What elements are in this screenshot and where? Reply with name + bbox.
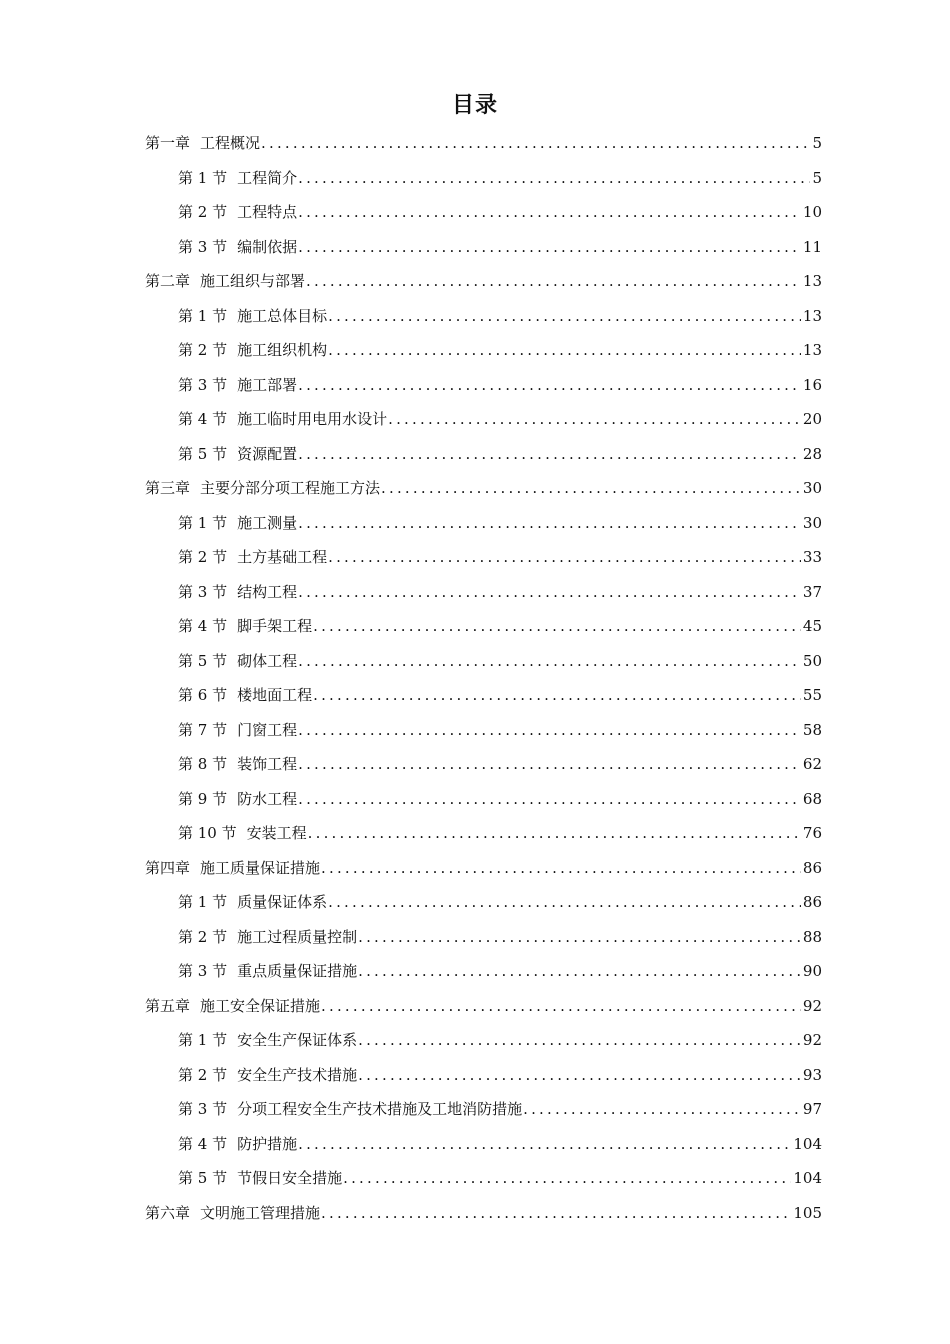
toc-entry-title: 砌体工程 (237, 651, 298, 670)
toc-list (145, 126, 822, 1230)
toc-entry-title: 文明施工管理措施 (200, 1203, 321, 1222)
toc-section-entry[interactable] (145, 575, 822, 610)
toc-entry-number: 第五章 (145, 996, 191, 1015)
toc-entry-number: 第 10 节 (178, 824, 237, 842)
toc-entry-number: 第 1 节 (178, 168, 228, 187)
toc-entry-number: 第 9 节 (178, 789, 228, 808)
dot-leader (308, 816, 801, 851)
toc-section-entry[interactable] (145, 402, 822, 437)
toc-entry-number: 第 5 节 (178, 444, 228, 463)
toc-section-entry[interactable] (145, 1161, 822, 1196)
toc-chapter-entry[interactable] (145, 471, 822, 506)
toc-entry-number: 第四章 (145, 858, 191, 877)
toc-entry-number: 第 2 节 (178, 548, 228, 566)
toc-chapter-entry[interactable] (145, 1196, 822, 1231)
toc-entry-title: 脚手架工程 (237, 617, 313, 635)
dot-leader (321, 1196, 791, 1231)
toc-entry-title: 主要分部分项工程施工方法 (200, 479, 381, 497)
dot-leader (298, 782, 801, 817)
dot-leader (321, 989, 801, 1024)
toc-entry-number: 第六章 (145, 1203, 191, 1222)
toc-section-entry[interactable] (145, 1127, 822, 1162)
toc-page-number: 86 (802, 893, 822, 911)
toc-section-entry[interactable] (145, 954, 822, 989)
toc-page-number: 30 (802, 479, 822, 497)
toc-entry-title: 施工部署 (237, 375, 298, 394)
toc-page-number: 30 (802, 513, 822, 532)
toc-section-entry[interactable] (145, 1023, 822, 1058)
toc-entry-title: 施工过程质量控制 (237, 927, 358, 946)
toc-page-number: 104 (793, 1134, 822, 1153)
toc-section-entry[interactable] (145, 195, 822, 230)
dot-leader (298, 506, 801, 541)
toc-entry-title: 安全生产技术措施 (237, 1065, 358, 1084)
toc-entry-number: 第 4 节 (178, 410, 228, 428)
dot-leader (313, 609, 801, 644)
toc-page-number: 5 (812, 134, 822, 152)
toc-entry-number: 第 3 节 (178, 1100, 228, 1118)
toc-section-entry[interactable] (145, 230, 822, 265)
toc-entry-title: 工程简介 (237, 168, 298, 187)
dot-leader (298, 644, 801, 679)
dot-leader (298, 713, 801, 748)
toc-page-number: 33 (802, 548, 822, 566)
toc-entry-number: 第 5 节 (178, 651, 228, 670)
toc-entry-number: 第 3 节 (178, 237, 228, 256)
toc-entry-title: 安装工程 (246, 824, 307, 842)
dot-leader (328, 333, 801, 368)
toc-entry-number: 第 3 节 (178, 582, 228, 601)
toc-entry-title: 节假日安全措施 (237, 1169, 343, 1187)
toc-page-number: 68 (802, 789, 822, 808)
toc-entry-title: 重点质量保证措施 (237, 962, 358, 980)
toc-entry-title: 土方基础工程 (237, 548, 328, 566)
toc-entry-title: 装饰工程 (237, 755, 298, 773)
dot-leader (358, 1058, 801, 1093)
toc-entry-number: 第 2 节 (178, 927, 228, 946)
toc-page-number: 62 (802, 755, 822, 773)
toc-entry-number: 第 1 节 (178, 513, 228, 532)
dot-leader (388, 402, 801, 437)
toc-section-entry[interactable] (145, 816, 822, 851)
toc-title: 目录 (451, 93, 498, 118)
toc-entry-number: 第 4 节 (178, 1134, 228, 1153)
dot-leader (298, 368, 801, 403)
toc-section-entry[interactable] (145, 678, 822, 713)
toc-page-number: 92 (802, 996, 822, 1015)
toc-page-number: 93 (802, 1065, 822, 1084)
dot-leader (381, 471, 801, 506)
toc-page-number: 13 (802, 306, 822, 325)
toc-entry-number: 第 8 节 (178, 755, 228, 773)
dot-leader (328, 299, 801, 334)
dot-leader (298, 1127, 791, 1162)
dot-leader (298, 437, 801, 472)
toc-entry-number: 第 5 节 (178, 1169, 228, 1187)
toc-page-number: 5 (812, 168, 822, 187)
toc-entry-title: 质量保证体系 (237, 893, 328, 911)
toc-page-number: 90 (802, 962, 822, 980)
toc-entry-number: 第 1 节 (178, 893, 228, 911)
toc-page-number: 58 (802, 720, 822, 739)
toc-entry-title: 施工安全保证措施 (200, 996, 321, 1015)
toc-entry-title: 施工总体目标 (237, 306, 328, 325)
toc-section-entry[interactable] (145, 885, 822, 920)
toc-entry-title: 编制依据 (237, 237, 298, 256)
toc-entry-number: 第二章 (145, 272, 191, 290)
toc-page-number: 10 (802, 203, 822, 221)
dot-leader (298, 195, 801, 230)
toc-entry-number: 第 2 节 (178, 1065, 228, 1084)
toc-section-entry[interactable] (145, 437, 822, 472)
toc-section-entry[interactable] (145, 644, 822, 679)
dot-leader (306, 264, 801, 299)
toc-entry-title: 防护措施 (237, 1134, 298, 1153)
toc-page-number: 76 (802, 824, 822, 842)
toc-page-number: 16 (802, 375, 822, 394)
toc-page-number: 28 (802, 444, 822, 463)
toc-page-number: 104 (793, 1169, 822, 1187)
toc-page-number: 88 (802, 927, 822, 946)
toc-page-number: 92 (802, 1031, 822, 1049)
toc-section-entry[interactable] (145, 713, 822, 748)
toc-entry-title: 防水工程 (237, 789, 298, 808)
toc-page-number: 45 (802, 617, 822, 635)
dot-leader (298, 575, 801, 610)
toc-entry-title: 施工质量保证措施 (200, 858, 321, 877)
toc-entry-number: 第 7 节 (178, 720, 228, 739)
toc-entry-number: 第 3 节 (178, 375, 228, 394)
toc-entry-number: 第三章 (145, 479, 191, 497)
dot-leader (321, 851, 801, 886)
dot-leader (298, 747, 801, 782)
toc-section-entry[interactable] (145, 161, 822, 196)
toc-page-number: 13 (802, 272, 822, 290)
toc-entry-title: 工程特点 (237, 203, 298, 221)
dot-leader (328, 540, 801, 575)
toc-chapter-entry[interactable] (145, 264, 822, 299)
toc-section-entry[interactable] (145, 1092, 822, 1127)
toc-section-entry[interactable] (145, 609, 822, 644)
toc-page-number: 13 (802, 341, 822, 359)
dot-leader (261, 126, 810, 161)
toc-page-number: 86 (802, 858, 822, 877)
toc-entry-number: 第 4 节 (178, 617, 228, 635)
toc-page-number: 50 (802, 651, 822, 670)
toc-entry-title: 分项工程安全生产技术措施及工地消防措施 (237, 1100, 523, 1118)
toc-section-entry[interactable] (145, 920, 822, 955)
dot-leader (343, 1161, 791, 1196)
dot-leader (358, 920, 801, 955)
toc-page-number: 20 (802, 410, 822, 428)
toc-entry-title: 施工临时用电用水设计 (237, 410, 388, 428)
toc-entry-title: 施工组织与部署 (200, 272, 306, 290)
dot-leader (298, 230, 801, 265)
toc-entry-title: 资源配置 (237, 444, 298, 463)
toc-entry-number: 第 2 节 (178, 341, 228, 359)
toc-entry-number: 第一章 (145, 134, 191, 152)
toc-section-entry[interactable] (145, 333, 822, 368)
toc-page-number: 11 (802, 237, 822, 256)
toc-entry-title: 工程概况 (200, 134, 261, 152)
toc-entry-number: 第 1 节 (178, 306, 228, 325)
toc-page-number: 105 (793, 1203, 822, 1222)
toc-entry-title: 施工组织机构 (237, 341, 328, 359)
dot-leader (313, 678, 801, 713)
toc-entry-title: 楼地面工程 (237, 686, 313, 704)
toc-entry-number: 第 1 节 (178, 1031, 228, 1049)
toc-section-entry[interactable] (145, 506, 822, 541)
dot-leader (328, 885, 801, 920)
toc-chapter-entry[interactable] (145, 989, 822, 1024)
toc-entry-title: 结构工程 (237, 582, 298, 601)
dot-leader (523, 1092, 801, 1127)
toc-section-entry[interactable] (145, 747, 822, 782)
toc-section-entry[interactable] (145, 368, 822, 403)
toc-entry-number: 第 6 节 (178, 686, 228, 704)
toc-section-entry[interactable] (145, 299, 822, 334)
toc-entry-title: 门窗工程 (237, 720, 298, 739)
toc-entry-number: 第 2 节 (178, 203, 228, 221)
toc-entry-number: 第 3 节 (178, 962, 228, 980)
dot-leader (298, 161, 810, 196)
dot-leader (358, 1023, 801, 1058)
toc-page-number: 37 (802, 582, 822, 601)
toc-page-number: 97 (802, 1100, 822, 1118)
toc-page-number: 55 (802, 686, 822, 704)
toc-section-entry[interactable] (145, 782, 822, 817)
toc-entry-title: 施工测量 (237, 513, 298, 532)
dot-leader (358, 954, 801, 989)
toc-chapter-entry[interactable] (145, 851, 822, 886)
toc-chapter-entry[interactable] (145, 126, 822, 161)
toc-section-entry[interactable] (145, 1058, 822, 1093)
toc-section-entry[interactable] (145, 540, 822, 575)
toc-entry-title: 安全生产保证体系 (237, 1031, 358, 1049)
